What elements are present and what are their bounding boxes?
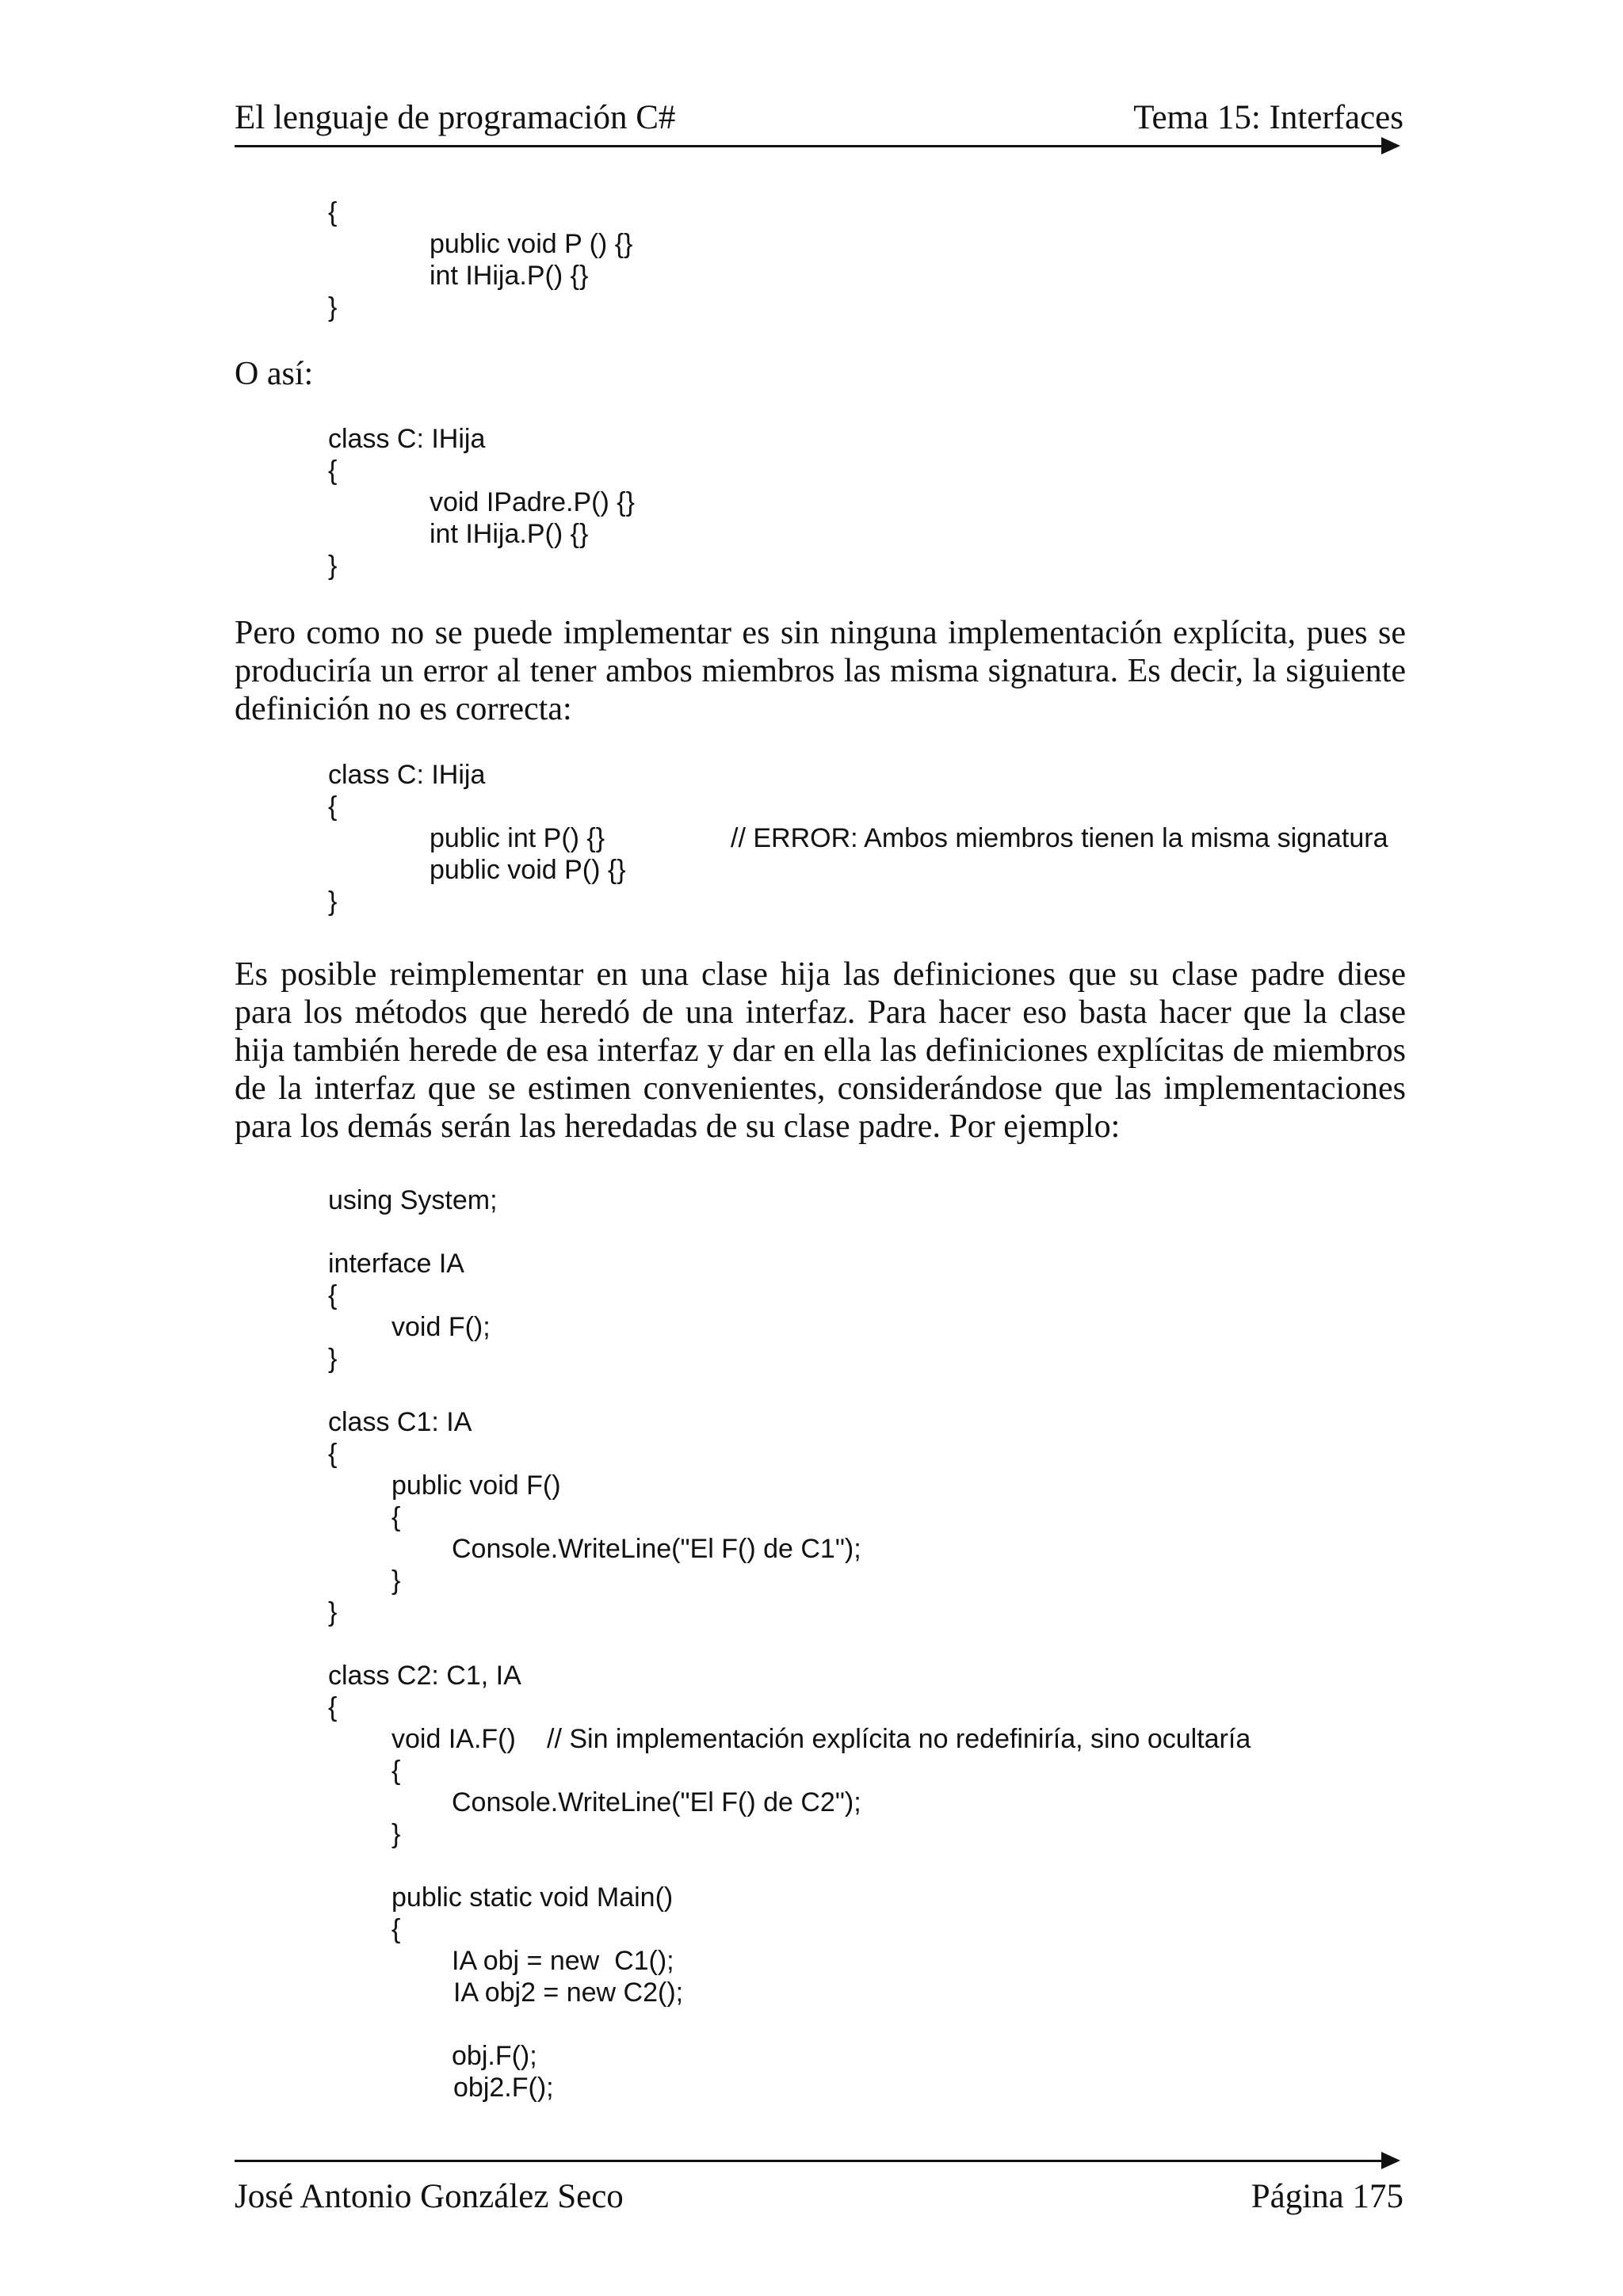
code-line: int IHija.P() {} <box>430 261 589 291</box>
code-line: class C2: C1, IA <box>328 1661 521 1691</box>
code-line: class C: IHija <box>328 424 486 454</box>
code-line: } <box>328 292 338 322</box>
paragraph <box>235 955 1406 1146</box>
code-line: void IA.F() <box>391 1724 516 1754</box>
code-line: } <box>391 1566 401 1596</box>
code-line: IA obj = new C1(); <box>452 1946 674 1976</box>
header-title: El lenguaje de programación C# <box>235 99 676 136</box>
code-line: public void P() {} <box>430 855 626 885</box>
paragraph-text: Pero como no se puede implementar es sin ninguna implementación explícita, pues se produciría un error al tener ambos miembros las misma signatura. Es decir, la siguiente definición no es correcta: <box>235 615 1406 727</box>
code-comment: // Sin implementación explícita no redefiniría, sino ocultaría <box>547 1724 1251 1754</box>
code-line: public void F() <box>391 1470 561 1501</box>
code-line: } <box>328 1597 338 1627</box>
footer-author: José Antonio González Seco <box>235 2178 624 2215</box>
code-line: { <box>328 1692 338 1722</box>
header-chapter: Tema 15: Interfaces <box>1133 99 1403 136</box>
code-line: obj2.F(); <box>453 2073 554 2103</box>
code-line: class C: IHija <box>328 760 486 790</box>
code-comment: // ERROR: Ambos miembros tienen la misma signatura <box>731 823 1388 853</box>
code-line: obj.F(); <box>452 2041 537 2071</box>
code-line: { <box>328 791 338 822</box>
paragraph-text: Es posible reimplementar en una clase hija las definiciones que su clase padre diese para los métodos que heredó de una interfaz. Para hacer eso basta hacer que la clase hija también herede de esa interfaz y dar en ella las definiciones explícitas de miembros de la interfaz que se estimen convenientes, considerándose que las implementaciones para los demás serán las heredadas de su clase padre. Por ejemplo: <box>235 956 1406 1145</box>
code-line: void F(); <box>391 1312 491 1342</box>
code-line: Console.WriteLine("El F() de C2"); <box>452 1787 861 1817</box>
footer-rule <box>235 2160 1388 2162</box>
code-line: IA obj2 = new C2(); <box>453 1978 684 2008</box>
code-line: { <box>391 1756 401 1786</box>
code-line: public static void Main() <box>391 1882 674 1913</box>
code-line: } <box>328 1344 338 1374</box>
body-text-o-asi: O así: <box>235 356 314 392</box>
code-line: { <box>328 197 338 227</box>
arrow-right-icon <box>1381 2152 1400 2169</box>
code-line: { <box>328 1280 338 1310</box>
code-line: { <box>391 1914 401 1944</box>
code-line: class C1: IA <box>328 1407 472 1437</box>
code-line: } <box>328 887 338 917</box>
code-line: public int P() {} <box>430 823 605 853</box>
code-line: interface IA <box>328 1249 464 1279</box>
code-line: using System; <box>328 1185 498 1215</box>
code-line: void IPadre.P() {} <box>430 487 635 517</box>
code-line: } <box>391 1819 401 1849</box>
footer-page-number: Página 175 <box>1251 2178 1403 2215</box>
code-line: { <box>328 456 338 486</box>
code-line: Console.WriteLine("El F() de C1"); <box>452 1534 861 1564</box>
code-line: { <box>328 1439 338 1469</box>
code-line: public void P () {} <box>430 229 633 259</box>
code-line: { <box>391 1502 401 1532</box>
code-line: } <box>328 551 338 581</box>
code-line: int IHija.P() {} <box>430 519 589 549</box>
